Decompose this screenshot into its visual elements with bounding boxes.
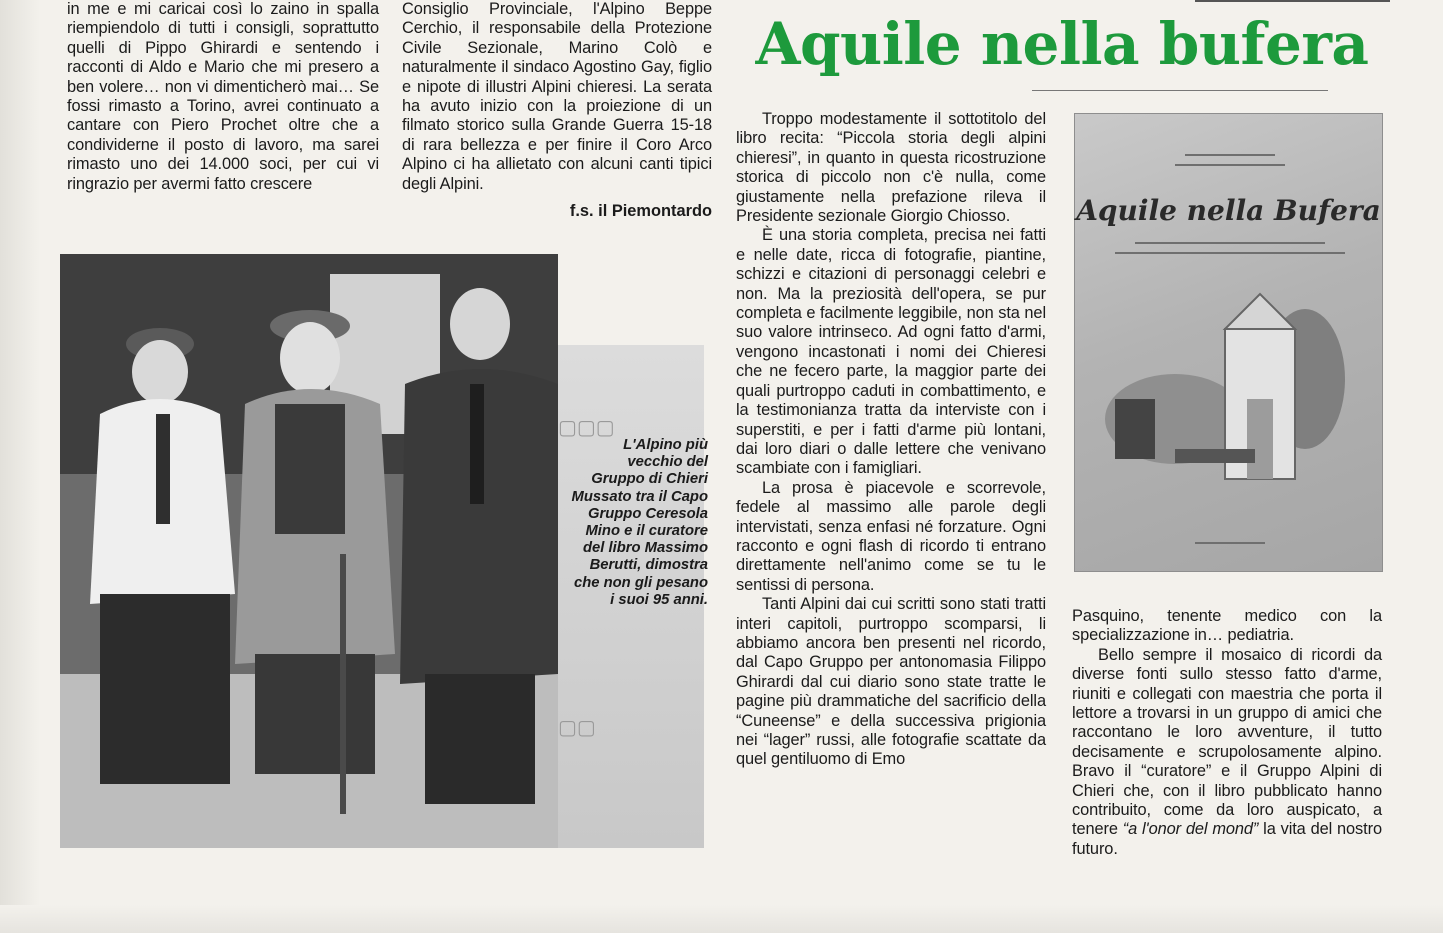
article-text: Bello sempre il mosaico di ricordi da diverse fonti sullo stesso fatto d'arme, riuniti e collegati con maestria che porta il lettore a trovarsi in un gruppo di amici che raccontano le loro avventure, il tutto decisamente e scrupolosamente alpino. Bravo il “curatore” e il Gruppo Alpini di Chieri che, con il libro pubblicato hanno contribuito, come da loro auspicato, a tenere (1072, 645, 1382, 839)
article-headline: Aquile nella bufera (755, 10, 1369, 78)
article-paragraph: La prosa è piacevole e scorrevole, fedele al massimo alle parole degli intervistati, senza enfasi né forzature. Ogni racconto e ogni flash di ricordo ti entrano direttamente nell'animo come se tu le sentissi di persona. (736, 478, 1046, 594)
photo-caption: L'Alpino più vecchio del Gruppo di Chieri Mussato tra il Capo Gruppo Ceresola Mino e il curatore del libro Massimo Berutti, dimostra che non gli pesano i suoi 95 anni. (571, 437, 708, 608)
cover-rule (1135, 242, 1325, 244)
top-rule (1195, 0, 1390, 2)
dialect-quote: “a l'onor del mond” (1122, 820, 1259, 839)
event-photo (60, 254, 558, 848)
article-text: la vita del nostro futuro. (1072, 820, 1382, 858)
article-paragraph: Tanti Alpini dai cui scritti sono stati tratti interi capitoli, purtroppo scomparsi, li abbiamo ancora ben presenti nel ricordo, dal Capo Gruppo per antonomasia Filippo Ghirardi dal cui diario sono state tratte le pagine più drammatiche del sacrificio della “Cuneense” e della successiva prigionia nei “lager” russi, alle fotografie scattate da quel gentiluomo di Emo (736, 595, 1046, 769)
article-signature: f.s. il Piemontardo (569, 202, 712, 220)
article-paragraph: È una storia completa, precisa nei fatti e nelle date, ricca di fotografie, piantine, schizzi e citazioni di personaggi celebri e non. Ma la preziosità dell'opera, se pur completa e facilmente leggibile, non sta nel suo valore intrinseco. Ad ogni fatto d'armi, vengono incastonati i nomi dei Chieresi che ne fecero parte, la maggior parte dei quali purtroppo caduti in combattimento, e la testimonianza tratta da interviste con i superstiti, e per i fatti d'arme più lontani, dai loro diari o dalle lettere che venivano scambiate con i famigliari. (736, 226, 1046, 478)
column-1-text: in me e mi caricai così lo zaino in spalla riempiendolo di tutti i consigli, soprattutto quelli di Pippo Ghirardi e sentendo i racconti di Aldo e Mario che mi presero a ben volere… non vi dimenticherò mai… Se fossi rimasto a Torino, avrei continuato a cantare con Piero Prochet oltre che a condividerne il posto di lavoro, ma sarei rimasto uno dei 14.000 soci, per cui vi ringrazio per avermi fatto crescere (67, 0, 379, 193)
article-column-1 (736, 110, 1046, 770)
column-2-text: Consiglio Provinciale, l'Alpino Beppe Cerchio, il responsabile della Protezione Civile Sezionale, Marino Colò e naturalmente il sindaco Agostino Gay, figlio e nipote di illustri Alpini chieresi. La serata ha avuto inizio con la proiezione di un filmato storico sulla Grande Guerra 15-18 di rara bellezza e per finire il Coro Arco Alpino ci ha allietato con alcuni canti tipici degli Alpini. (402, 0, 712, 193)
article-paragraph: Troppo modestamente il sottotitolo del libro recita: “Piccola storia degli alpini chieresi”, in quanto in questa ricostruzione storica di piccolo non c'è nulla, come giustamente nella prefazione rileva il Presidente sezionale Giorgio Chiosso. (736, 110, 1046, 226)
event-photo-image (60, 254, 558, 848)
book-cover-title: Aquile nella Bufera (1076, 194, 1381, 227)
article-paragraph: Pasquino, tenente medico con la specializzazione in… pediatria. (1072, 607, 1382, 645)
show-through-ghost-text: ▢▢ (558, 717, 596, 739)
cover-illustration (1075, 289, 1382, 559)
show-through-ghost-text: ▢▢▢ (558, 417, 615, 439)
page-left-edge (0, 0, 40, 933)
cover-rule (1115, 252, 1345, 254)
headline-rule (1032, 90, 1328, 91)
column-2 (402, 0, 712, 194)
cover-rule (1185, 154, 1275, 156)
book-cover (1074, 113, 1383, 572)
page-bottom-edge (0, 905, 1443, 933)
article-column-2 (1072, 607, 1382, 859)
cover-rule (1175, 164, 1285, 166)
cover-rule (1195, 542, 1265, 544)
column-1 (67, 0, 379, 194)
article-paragraph (1072, 646, 1382, 859)
